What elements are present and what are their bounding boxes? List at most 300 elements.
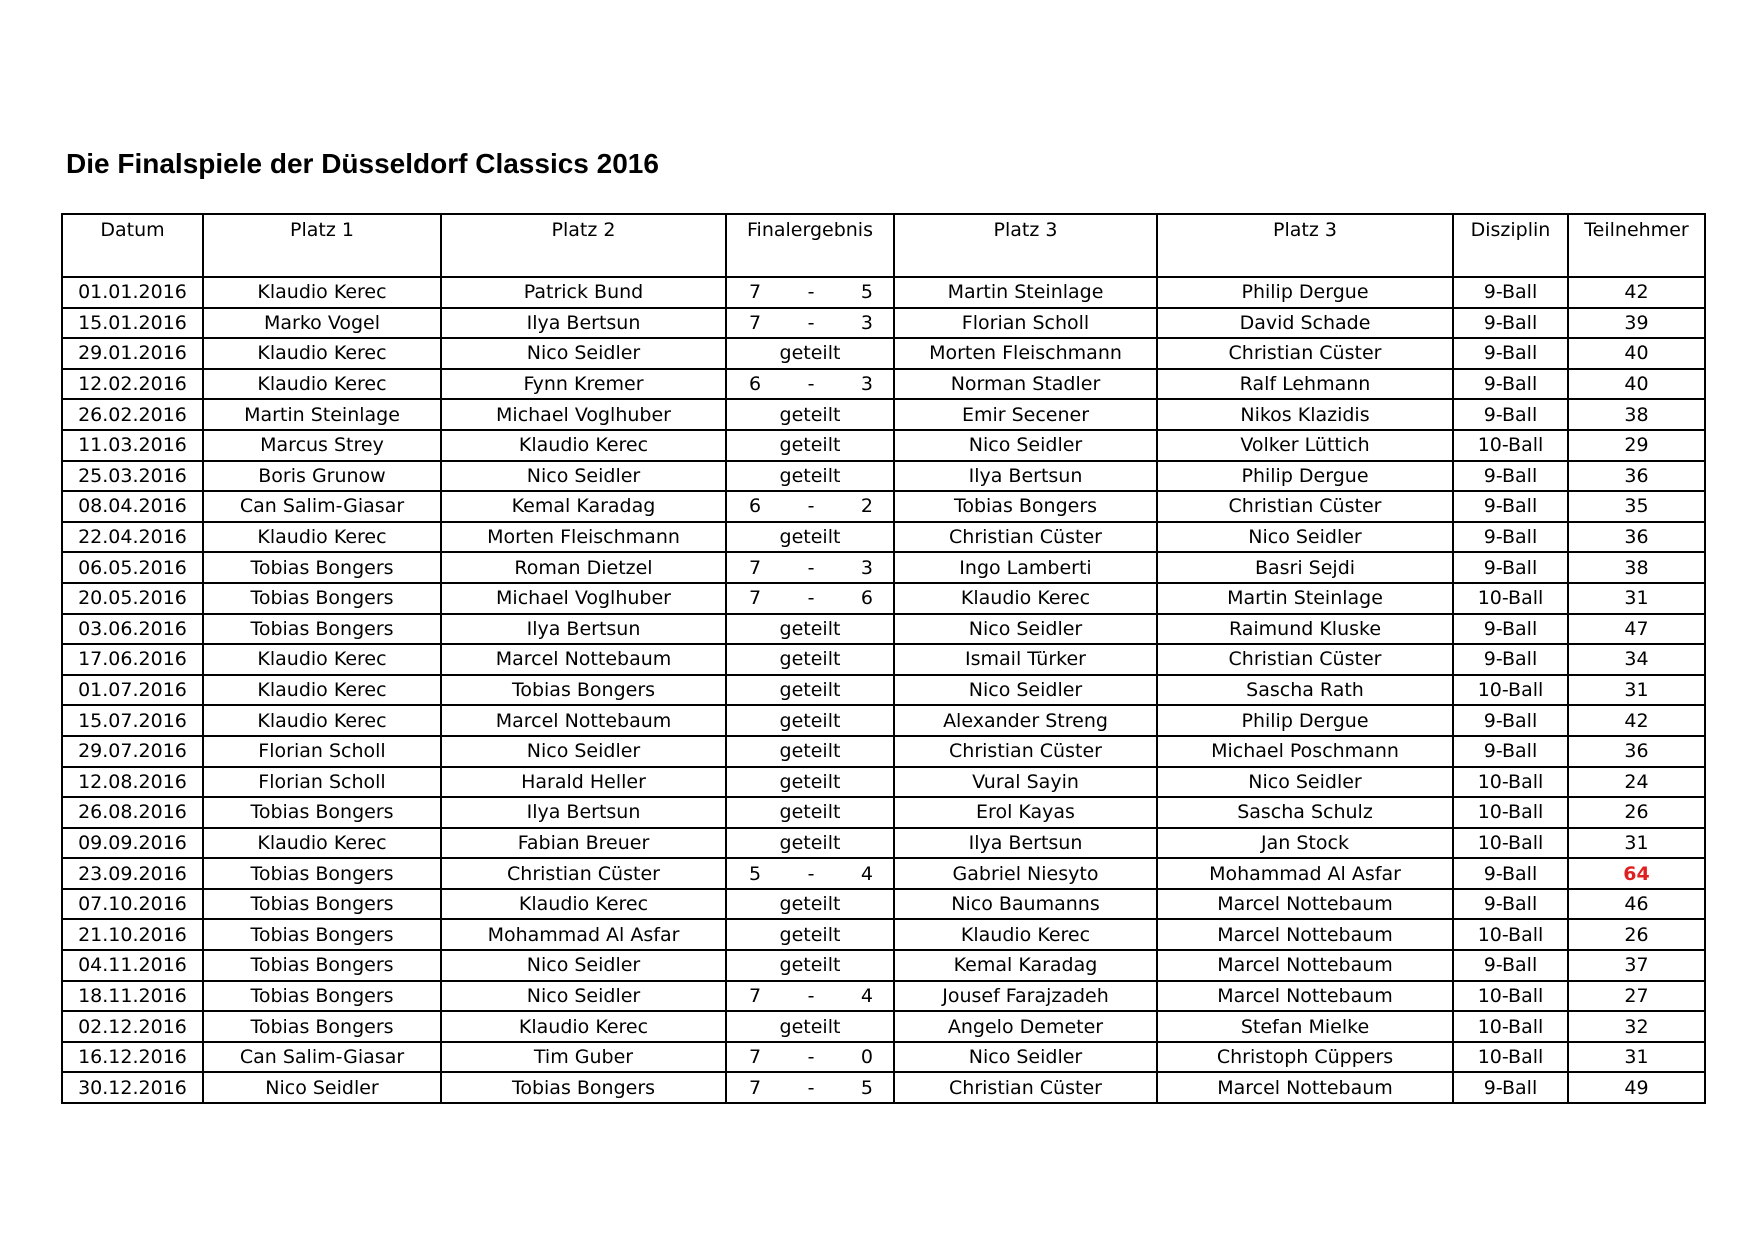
table-row bbox=[62, 889, 1705, 920]
score-separator: - bbox=[807, 587, 815, 610]
table-row bbox=[62, 705, 1705, 736]
cell-disziplin: 9-Ball bbox=[1453, 858, 1568, 889]
cell-platz-3-b: Stefan Mielke bbox=[1157, 1011, 1453, 1042]
cell-teilnehmer: 31 bbox=[1568, 828, 1705, 859]
cell-platz-2: Marcel Nottebaum bbox=[441, 644, 726, 675]
cell-platz-3-a: Ilya Bertsun bbox=[894, 461, 1157, 492]
score-separator: - bbox=[807, 311, 815, 334]
table-row bbox=[62, 675, 1705, 706]
cell-platz-2: Morten Fleischmann bbox=[441, 522, 726, 553]
cell-platz-3-a: Ingo Lamberti bbox=[894, 552, 1157, 583]
results-table bbox=[61, 213, 1706, 1104]
cell-platz-2: Marcel Nottebaum bbox=[441, 705, 726, 736]
table-row bbox=[62, 614, 1705, 645]
score-winner: 5 bbox=[749, 862, 762, 885]
cell-platz-3-a: Vural Sayin bbox=[894, 767, 1157, 798]
column-header-datum: Datum bbox=[62, 214, 203, 277]
cell-teilnehmer: 46 bbox=[1568, 889, 1705, 920]
score-loser: 4 bbox=[860, 862, 873, 885]
cell-platz-3-b: Jan Stock bbox=[1157, 828, 1453, 859]
score-separator: - bbox=[807, 1076, 815, 1099]
score-separator: - bbox=[807, 495, 815, 518]
cell-disziplin: 9-Ball bbox=[1453, 399, 1568, 430]
score-split-label: geteilt bbox=[779, 617, 841, 640]
score-loser: 0 bbox=[860, 1046, 873, 1069]
cell-platz-1: Can Salim-Giasar bbox=[203, 491, 441, 522]
table-row bbox=[62, 430, 1705, 461]
cell-platz-1: Florian Scholl bbox=[203, 767, 441, 798]
cell-platz-1: Klaudio Kerec bbox=[203, 828, 441, 859]
cell-platz-3-a: Christian Cüster bbox=[894, 1072, 1157, 1103]
score-winner: 6 bbox=[749, 373, 762, 396]
score-separator: - bbox=[807, 862, 815, 885]
cell-platz-3-a: Norman Stadler bbox=[894, 369, 1157, 400]
score-winner: 7 bbox=[749, 1046, 762, 1069]
score-split-label: geteilt bbox=[779, 770, 841, 793]
cell-platz-2: Fabian Breuer bbox=[441, 828, 726, 859]
cell-teilnehmer: 42 bbox=[1568, 277, 1705, 308]
cell-platz-3-b: Christian Cüster bbox=[1157, 644, 1453, 675]
cell-platz-2: Tobias Bongers bbox=[441, 1072, 726, 1103]
score-winner: 6 bbox=[749, 495, 762, 518]
cell-finalergebnis bbox=[726, 797, 894, 828]
table-row bbox=[62, 828, 1705, 859]
table-row bbox=[62, 858, 1705, 889]
table-row bbox=[62, 491, 1705, 522]
cell-teilnehmer: 64 bbox=[1568, 858, 1705, 889]
score-split-label: geteilt bbox=[779, 954, 841, 977]
cell-finalergebnis bbox=[726, 889, 894, 920]
score-pair bbox=[727, 1044, 893, 1070]
cell-disziplin: 9-Ball bbox=[1453, 736, 1568, 767]
score-split-label: geteilt bbox=[779, 709, 841, 732]
cell-platz-1: Tobias Bongers bbox=[203, 919, 441, 950]
cell-platz-1: Klaudio Kerec bbox=[203, 644, 441, 675]
cell-platz-3-a: Emir Secener bbox=[894, 399, 1157, 430]
cell-disziplin: 10-Ball bbox=[1453, 583, 1568, 614]
score-separator: - bbox=[807, 984, 815, 1007]
cell-disziplin: 10-Ball bbox=[1453, 919, 1568, 950]
cell-platz-2: Tim Guber bbox=[441, 1042, 726, 1073]
cell-platz-3-b: Christoph Cüppers bbox=[1157, 1042, 1453, 1073]
cell-platz-3-a: Gabriel Niesyto bbox=[894, 858, 1157, 889]
score-winner: 7 bbox=[749, 556, 762, 579]
score-split-label: geteilt bbox=[779, 526, 841, 549]
cell-teilnehmer: 27 bbox=[1568, 981, 1705, 1012]
cell-platz-1: Marko Vogel bbox=[203, 308, 441, 339]
cell-platz-3-b: Michael Poschmann bbox=[1157, 736, 1453, 767]
cell-platz-3-b: Marcel Nottebaum bbox=[1157, 889, 1453, 920]
cell-platz-3-a: Martin Steinlage bbox=[894, 277, 1157, 308]
cell-disziplin: 9-Ball bbox=[1453, 950, 1568, 981]
cell-disziplin: 10-Ball bbox=[1453, 828, 1568, 859]
cell-teilnehmer: 29 bbox=[1568, 430, 1705, 461]
cell-platz-2: Nico Seidler bbox=[441, 338, 726, 369]
cell-platz-2: Harald Heller bbox=[441, 767, 726, 798]
cell-platz-3-b: Marcel Nottebaum bbox=[1157, 950, 1453, 981]
table-row bbox=[62, 644, 1705, 675]
cell-platz-3-b: Marcel Nottebaum bbox=[1157, 1072, 1453, 1103]
table-row bbox=[62, 522, 1705, 553]
cell-platz-2: Klaudio Kerec bbox=[441, 430, 726, 461]
score-winner: 7 bbox=[749, 311, 762, 334]
cell-teilnehmer: 38 bbox=[1568, 399, 1705, 430]
table-row bbox=[62, 338, 1705, 369]
score-pair bbox=[727, 1075, 893, 1101]
score-pair bbox=[727, 493, 893, 519]
cell-finalergebnis bbox=[726, 430, 894, 461]
cell-teilnehmer: 36 bbox=[1568, 461, 1705, 492]
cell-platz-3-a: Jousef Farajzadeh bbox=[894, 981, 1157, 1012]
cell-teilnehmer: 39 bbox=[1568, 308, 1705, 339]
cell-platz-3-b: Marcel Nottebaum bbox=[1157, 919, 1453, 950]
cell-platz-2: Fynn Kremer bbox=[441, 369, 726, 400]
cell-platz-3-b: Nico Seidler bbox=[1157, 767, 1453, 798]
cell-date: 23.09.2016 bbox=[62, 858, 203, 889]
cell-teilnehmer: 26 bbox=[1568, 797, 1705, 828]
cell-disziplin: 10-Ball bbox=[1453, 1042, 1568, 1073]
cell-finalergebnis bbox=[726, 705, 894, 736]
score-pair bbox=[727, 279, 893, 305]
cell-date: 04.11.2016 bbox=[62, 950, 203, 981]
cell-disziplin: 10-Ball bbox=[1453, 797, 1568, 828]
cell-platz-3-a: Kemal Karadag bbox=[894, 950, 1157, 981]
cell-date: 02.12.2016 bbox=[62, 1011, 203, 1042]
cell-platz-3-a: Alexander Streng bbox=[894, 705, 1157, 736]
cell-date: 30.12.2016 bbox=[62, 1072, 203, 1103]
cell-teilnehmer: 37 bbox=[1568, 950, 1705, 981]
table-row bbox=[62, 1011, 1705, 1042]
cell-platz-3-a: Christian Cüster bbox=[894, 736, 1157, 767]
score-split-label: geteilt bbox=[779, 464, 841, 487]
table-row bbox=[62, 950, 1705, 981]
cell-date: 11.03.2016 bbox=[62, 430, 203, 461]
cell-finalergebnis bbox=[726, 277, 894, 308]
cell-platz-2: Patrick Bund bbox=[441, 277, 726, 308]
cell-platz-2: Nico Seidler bbox=[441, 950, 726, 981]
score-pair bbox=[727, 371, 893, 397]
cell-platz-1: Tobias Bongers bbox=[203, 797, 441, 828]
cell-platz-2: Nico Seidler bbox=[441, 736, 726, 767]
cell-date: 12.02.2016 bbox=[62, 369, 203, 400]
cell-platz-3-b: Christian Cüster bbox=[1157, 338, 1453, 369]
cell-finalergebnis bbox=[726, 1042, 894, 1073]
cell-platz-3-b: Philip Dergue bbox=[1157, 461, 1453, 492]
cell-finalergebnis bbox=[726, 981, 894, 1012]
score-split-label: geteilt bbox=[779, 342, 841, 365]
cell-date: 09.09.2016 bbox=[62, 828, 203, 859]
table-row bbox=[62, 277, 1705, 308]
table-row bbox=[62, 736, 1705, 767]
score-split-label: geteilt bbox=[779, 403, 841, 426]
cell-teilnehmer: 35 bbox=[1568, 491, 1705, 522]
cell-platz-3-b: Nikos Klazidis bbox=[1157, 399, 1453, 430]
cell-platz-1: Can Salim-Giasar bbox=[203, 1042, 441, 1073]
cell-disziplin: 9-Ball bbox=[1453, 889, 1568, 920]
cell-platz-2: Ilya Bertsun bbox=[441, 797, 726, 828]
cell-disziplin: 9-Ball bbox=[1453, 277, 1568, 308]
column-header-disziplin: Disziplin bbox=[1453, 214, 1568, 277]
cell-disziplin: 9-Ball bbox=[1453, 461, 1568, 492]
column-header-platz-2: Platz 2 bbox=[441, 214, 726, 277]
cell-platz-2: Kemal Karadag bbox=[441, 491, 726, 522]
cell-date: 26.08.2016 bbox=[62, 797, 203, 828]
table-row bbox=[62, 583, 1705, 614]
cell-finalergebnis bbox=[726, 369, 894, 400]
column-header-platz-1: Platz 1 bbox=[203, 214, 441, 277]
cell-disziplin: 9-Ball bbox=[1453, 308, 1568, 339]
cell-platz-3-b: Marcel Nottebaum bbox=[1157, 981, 1453, 1012]
cell-platz-1: Klaudio Kerec bbox=[203, 705, 441, 736]
cell-date: 29.01.2016 bbox=[62, 338, 203, 369]
column-header-platz-3-b: Platz 3 bbox=[1157, 214, 1453, 277]
cell-platz-1: Boris Grunow bbox=[203, 461, 441, 492]
cell-finalergebnis bbox=[726, 461, 894, 492]
cell-finalergebnis bbox=[726, 583, 894, 614]
cell-finalergebnis bbox=[726, 399, 894, 430]
cell-teilnehmer: 38 bbox=[1568, 552, 1705, 583]
cell-platz-1: Tobias Bongers bbox=[203, 858, 441, 889]
table-body bbox=[62, 277, 1705, 1103]
cell-date: 21.10.2016 bbox=[62, 919, 203, 950]
score-separator: - bbox=[807, 373, 815, 396]
cell-platz-2: Tobias Bongers bbox=[441, 675, 726, 706]
cell-platz-2: Michael Voglhuber bbox=[441, 583, 726, 614]
cell-platz-3-b: Sascha Rath bbox=[1157, 675, 1453, 706]
cell-platz-3-a: Nico Seidler bbox=[894, 430, 1157, 461]
cell-teilnehmer: 24 bbox=[1568, 767, 1705, 798]
score-split-label: geteilt bbox=[779, 1015, 841, 1038]
cell-date: 20.05.2016 bbox=[62, 583, 203, 614]
cell-date: 07.10.2016 bbox=[62, 889, 203, 920]
cell-platz-2: Nico Seidler bbox=[441, 981, 726, 1012]
score-separator: - bbox=[807, 1046, 815, 1069]
cell-platz-3-a: Klaudio Kerec bbox=[894, 919, 1157, 950]
cell-disziplin: 10-Ball bbox=[1453, 767, 1568, 798]
cell-disziplin: 9-Ball bbox=[1453, 338, 1568, 369]
cell-platz-3-b: Philip Dergue bbox=[1157, 705, 1453, 736]
cell-disziplin: 9-Ball bbox=[1453, 491, 1568, 522]
cell-platz-3-b: Nico Seidler bbox=[1157, 522, 1453, 553]
cell-platz-3-a: Tobias Bongers bbox=[894, 491, 1157, 522]
cell-disziplin: 9-Ball bbox=[1453, 552, 1568, 583]
score-loser: 4 bbox=[860, 984, 873, 1007]
table-row bbox=[62, 308, 1705, 339]
cell-platz-1: Tobias Bongers bbox=[203, 950, 441, 981]
cell-platz-1: Florian Scholl bbox=[203, 736, 441, 767]
column-header-platz-3-a: Platz 3 bbox=[894, 214, 1157, 277]
cell-platz-3-a: Nico Seidler bbox=[894, 1042, 1157, 1073]
score-separator: - bbox=[807, 281, 815, 304]
score-pair bbox=[727, 861, 893, 887]
cell-disziplin: 10-Ball bbox=[1453, 981, 1568, 1012]
cell-teilnehmer: 49 bbox=[1568, 1072, 1705, 1103]
cell-finalergebnis bbox=[726, 828, 894, 859]
cell-date: 18.11.2016 bbox=[62, 981, 203, 1012]
cell-finalergebnis bbox=[726, 1072, 894, 1103]
cell-date: 06.05.2016 bbox=[62, 552, 203, 583]
cell-platz-3-a: Erol Kayas bbox=[894, 797, 1157, 828]
cell-platz-3-a: Christian Cüster bbox=[894, 522, 1157, 553]
cell-disziplin: 9-Ball bbox=[1453, 522, 1568, 553]
cell-platz-3-a: Nico Seidler bbox=[894, 614, 1157, 645]
cell-platz-3-a: Morten Fleischmann bbox=[894, 338, 1157, 369]
cell-teilnehmer: 47 bbox=[1568, 614, 1705, 645]
cell-date: 15.01.2016 bbox=[62, 308, 203, 339]
cell-platz-3-b: Philip Dergue bbox=[1157, 277, 1453, 308]
cell-platz-2: Christian Cüster bbox=[441, 858, 726, 889]
cell-platz-1: Tobias Bongers bbox=[203, 981, 441, 1012]
cell-finalergebnis bbox=[726, 675, 894, 706]
cell-platz-2: Klaudio Kerec bbox=[441, 889, 726, 920]
score-loser: 5 bbox=[860, 1076, 873, 1099]
cell-platz-1: Klaudio Kerec bbox=[203, 675, 441, 706]
score-winner: 7 bbox=[749, 1076, 762, 1099]
cell-teilnehmer: 31 bbox=[1568, 583, 1705, 614]
cell-teilnehmer: 26 bbox=[1568, 919, 1705, 950]
cell-finalergebnis bbox=[726, 950, 894, 981]
cell-platz-1: Tobias Bongers bbox=[203, 614, 441, 645]
cell-date: 08.04.2016 bbox=[62, 491, 203, 522]
cell-platz-2: Ilya Bertsun bbox=[441, 308, 726, 339]
cell-date: 01.07.2016 bbox=[62, 675, 203, 706]
score-split-label: geteilt bbox=[779, 648, 841, 671]
cell-platz-1: Klaudio Kerec bbox=[203, 369, 441, 400]
cell-platz-2: Mohammad Al Asfar bbox=[441, 919, 726, 950]
score-pair bbox=[727, 555, 893, 581]
cell-date: 16.12.2016 bbox=[62, 1042, 203, 1073]
score-split-label: geteilt bbox=[779, 679, 841, 702]
table-header-row bbox=[62, 214, 1705, 277]
score-pair bbox=[727, 983, 893, 1009]
cell-finalergebnis bbox=[726, 552, 894, 583]
score-winner: 7 bbox=[749, 281, 762, 304]
table-row bbox=[62, 1072, 1705, 1103]
table-row bbox=[62, 981, 1705, 1012]
cell-platz-2: Ilya Bertsun bbox=[441, 614, 726, 645]
cell-platz-3-b: Raimund Kluske bbox=[1157, 614, 1453, 645]
score-loser: 2 bbox=[860, 495, 873, 518]
cell-platz-3-a: Ismail Türker bbox=[894, 644, 1157, 675]
cell-platz-1: Nico Seidler bbox=[203, 1072, 441, 1103]
cell-platz-1: Martin Steinlage bbox=[203, 399, 441, 430]
cell-date: 26.02.2016 bbox=[62, 399, 203, 430]
cell-disziplin: 9-Ball bbox=[1453, 1072, 1568, 1103]
cell-date: 17.06.2016 bbox=[62, 644, 203, 675]
score-loser: 3 bbox=[860, 311, 873, 334]
score-loser: 6 bbox=[860, 587, 873, 610]
score-pair bbox=[727, 585, 893, 611]
cell-date: 25.03.2016 bbox=[62, 461, 203, 492]
cell-finalergebnis bbox=[726, 308, 894, 339]
cell-date: 03.06.2016 bbox=[62, 614, 203, 645]
cell-platz-2: Roman Dietzel bbox=[441, 552, 726, 583]
cell-finalergebnis bbox=[726, 1011, 894, 1042]
cell-platz-3-b: David Schade bbox=[1157, 308, 1453, 339]
cell-platz-1: Tobias Bongers bbox=[203, 552, 441, 583]
table-row bbox=[62, 369, 1705, 400]
cell-platz-2: Klaudio Kerec bbox=[441, 1011, 726, 1042]
cell-teilnehmer: 36 bbox=[1568, 522, 1705, 553]
score-split-label: geteilt bbox=[779, 831, 841, 854]
table-row bbox=[62, 1042, 1705, 1073]
cell-platz-3-b: Martin Steinlage bbox=[1157, 583, 1453, 614]
table-row bbox=[62, 797, 1705, 828]
score-split-label: geteilt bbox=[779, 923, 841, 946]
cell-disziplin: 10-Ball bbox=[1453, 675, 1568, 706]
cell-disziplin: 9-Ball bbox=[1453, 705, 1568, 736]
table-row bbox=[62, 399, 1705, 430]
cell-disziplin: 9-Ball bbox=[1453, 644, 1568, 675]
score-separator: - bbox=[807, 556, 815, 579]
cell-teilnehmer: 40 bbox=[1568, 369, 1705, 400]
cell-disziplin: 10-Ball bbox=[1453, 1011, 1568, 1042]
cell-teilnehmer: 40 bbox=[1568, 338, 1705, 369]
cell-finalergebnis bbox=[726, 491, 894, 522]
cell-teilnehmer: 34 bbox=[1568, 644, 1705, 675]
cell-platz-1: Tobias Bongers bbox=[203, 583, 441, 614]
cell-platz-2: Nico Seidler bbox=[441, 461, 726, 492]
cell-platz-1: Klaudio Kerec bbox=[203, 277, 441, 308]
score-loser: 5 bbox=[860, 281, 873, 304]
score-winner: 7 bbox=[749, 587, 762, 610]
score-split-label: geteilt bbox=[779, 801, 841, 824]
score-loser: 3 bbox=[860, 556, 873, 579]
cell-finalergebnis bbox=[726, 919, 894, 950]
cell-date: 12.08.2016 bbox=[62, 767, 203, 798]
cell-date: 15.07.2016 bbox=[62, 705, 203, 736]
cell-teilnehmer: 32 bbox=[1568, 1011, 1705, 1042]
table-row bbox=[62, 767, 1705, 798]
cell-platz-3-b: Mohammad Al Asfar bbox=[1157, 858, 1453, 889]
score-split-label: geteilt bbox=[779, 893, 841, 916]
cell-platz-1: Klaudio Kerec bbox=[203, 338, 441, 369]
cell-disziplin: 9-Ball bbox=[1453, 369, 1568, 400]
cell-platz-3-b: Basri Sejdi bbox=[1157, 552, 1453, 583]
cell-finalergebnis bbox=[726, 767, 894, 798]
cell-finalergebnis bbox=[726, 736, 894, 767]
cell-platz-3-b: Sascha Schulz bbox=[1157, 797, 1453, 828]
column-header-teilnehmer: Teilnehmer bbox=[1568, 214, 1705, 277]
cell-platz-3-b: Ralf Lehmann bbox=[1157, 369, 1453, 400]
cell-platz-3-a: Klaudio Kerec bbox=[894, 583, 1157, 614]
score-winner: 7 bbox=[749, 984, 762, 1007]
cell-teilnehmer: 31 bbox=[1568, 675, 1705, 706]
cell-date: 22.04.2016 bbox=[62, 522, 203, 553]
cell-teilnehmer: 36 bbox=[1568, 736, 1705, 767]
cell-platz-1: Tobias Bongers bbox=[203, 1011, 441, 1042]
cell-finalergebnis bbox=[726, 644, 894, 675]
cell-platz-1: Tobias Bongers bbox=[203, 889, 441, 920]
cell-platz-3-b: Volker Lüttich bbox=[1157, 430, 1453, 461]
cell-finalergebnis bbox=[726, 522, 894, 553]
cell-platz-3-a: Florian Scholl bbox=[894, 308, 1157, 339]
column-header-finalergebnis: Finalergebnis bbox=[726, 214, 894, 277]
cell-platz-1: Marcus Strey bbox=[203, 430, 441, 461]
table-row bbox=[62, 919, 1705, 950]
cell-finalergebnis bbox=[726, 338, 894, 369]
page-title: Die Finalspiele der Düsseldorf Classics 2016 bbox=[66, 148, 659, 179]
cell-finalergebnis bbox=[726, 614, 894, 645]
cell-platz-3-a: Nico Baumanns bbox=[894, 889, 1157, 920]
cell-platz-3-a: Nico Seidler bbox=[894, 675, 1157, 706]
cell-platz-1: Klaudio Kerec bbox=[203, 522, 441, 553]
score-split-label: geteilt bbox=[779, 434, 841, 457]
cell-teilnehmer: 31 bbox=[1568, 1042, 1705, 1073]
cell-teilnehmer: 42 bbox=[1568, 705, 1705, 736]
cell-platz-3-a: Ilya Bertsun bbox=[894, 828, 1157, 859]
cell-platz-3-b: Christian Cüster bbox=[1157, 491, 1453, 522]
